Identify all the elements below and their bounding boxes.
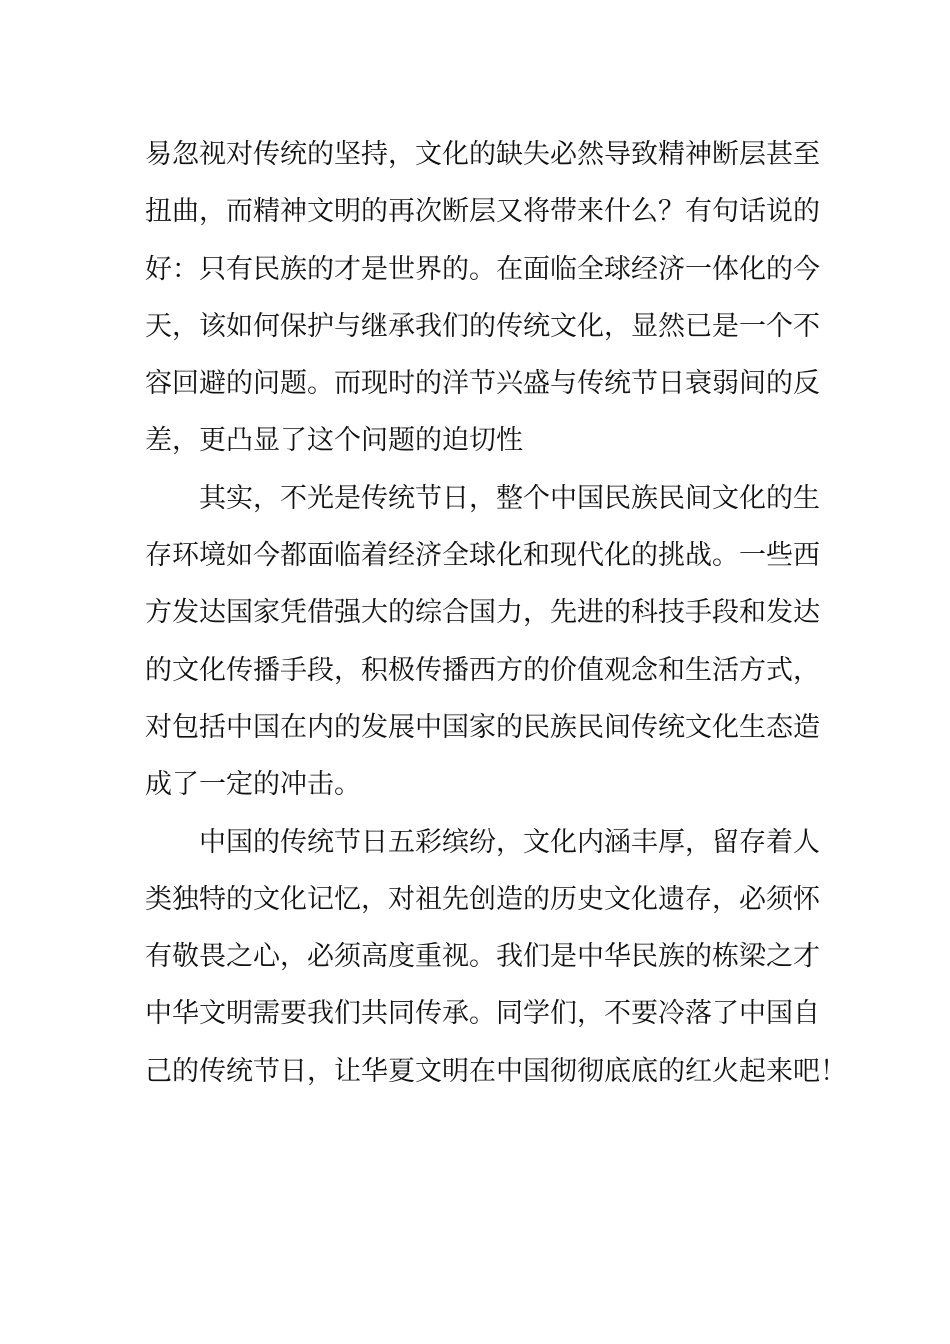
paragraph-line: 类独特的文化记忆，对祖先创造的历史文化遗存，必须怀	[145, 883, 820, 915]
paragraph-line: 容回避的问题。而现时的洋节兴盛与传统节日衰弱间的反	[145, 368, 820, 400]
paragraph-line: 中华文明需要我们共同传承。同学们，不要冷落了中国自	[145, 998, 820, 1030]
paragraph-line: 成了一定的冲击。	[145, 769, 361, 801]
paragraph-line: 存环境如今都面临着经济全球化和现代化的挑战。一些西	[145, 540, 820, 572]
paragraph-line: 己的传统节日，让华夏文明在中国彻彻底底的红火起来吧！	[145, 1055, 847, 1087]
paragraph-line: 其实，不光是传统节日，整个中国民族民间文化的生	[199, 482, 820, 514]
paragraph-line: 差，更凸显了这个问题的迫切性	[145, 425, 523, 457]
document-body	[145, 126, 847, 1100]
paragraph-line: 好：只有民族的才是世界的。在面临全球经济一体化的今	[145, 253, 820, 285]
paragraph-line: 对包括中国在内的发展中国家的民族民间传统文化生态造	[145, 711, 820, 743]
paragraph-line: 有敬畏之心，必须高度重视。我们是中华民族的栋梁之才	[145, 941, 820, 973]
paragraph-line: 扭曲，而精神文明的再次断层又将带来什么？有句话说的	[145, 196, 820, 228]
paragraph-line: 中国的传统节日五彩缤纷，文化内涵丰厚，留存着人	[199, 826, 820, 858]
paragraph-line: 天，该如何保护与继承我们的传统文化，显然已是一个不	[145, 310, 820, 342]
paragraph-line: 易忽视对传统的坚持，文化的缺失必然导致精神断层甚至	[145, 139, 820, 170]
paragraph-2	[145, 470, 820, 814]
paragraph-3	[145, 814, 847, 1100]
paragraph-line: 的文化传播手段，积极传播西方的价值观念和生活方式，	[145, 654, 820, 686]
paragraph-1	[145, 126, 820, 470]
paragraph-line: 方发达国家凭借强大的综合国力，先进的科技手段和发达	[145, 597, 820, 629]
